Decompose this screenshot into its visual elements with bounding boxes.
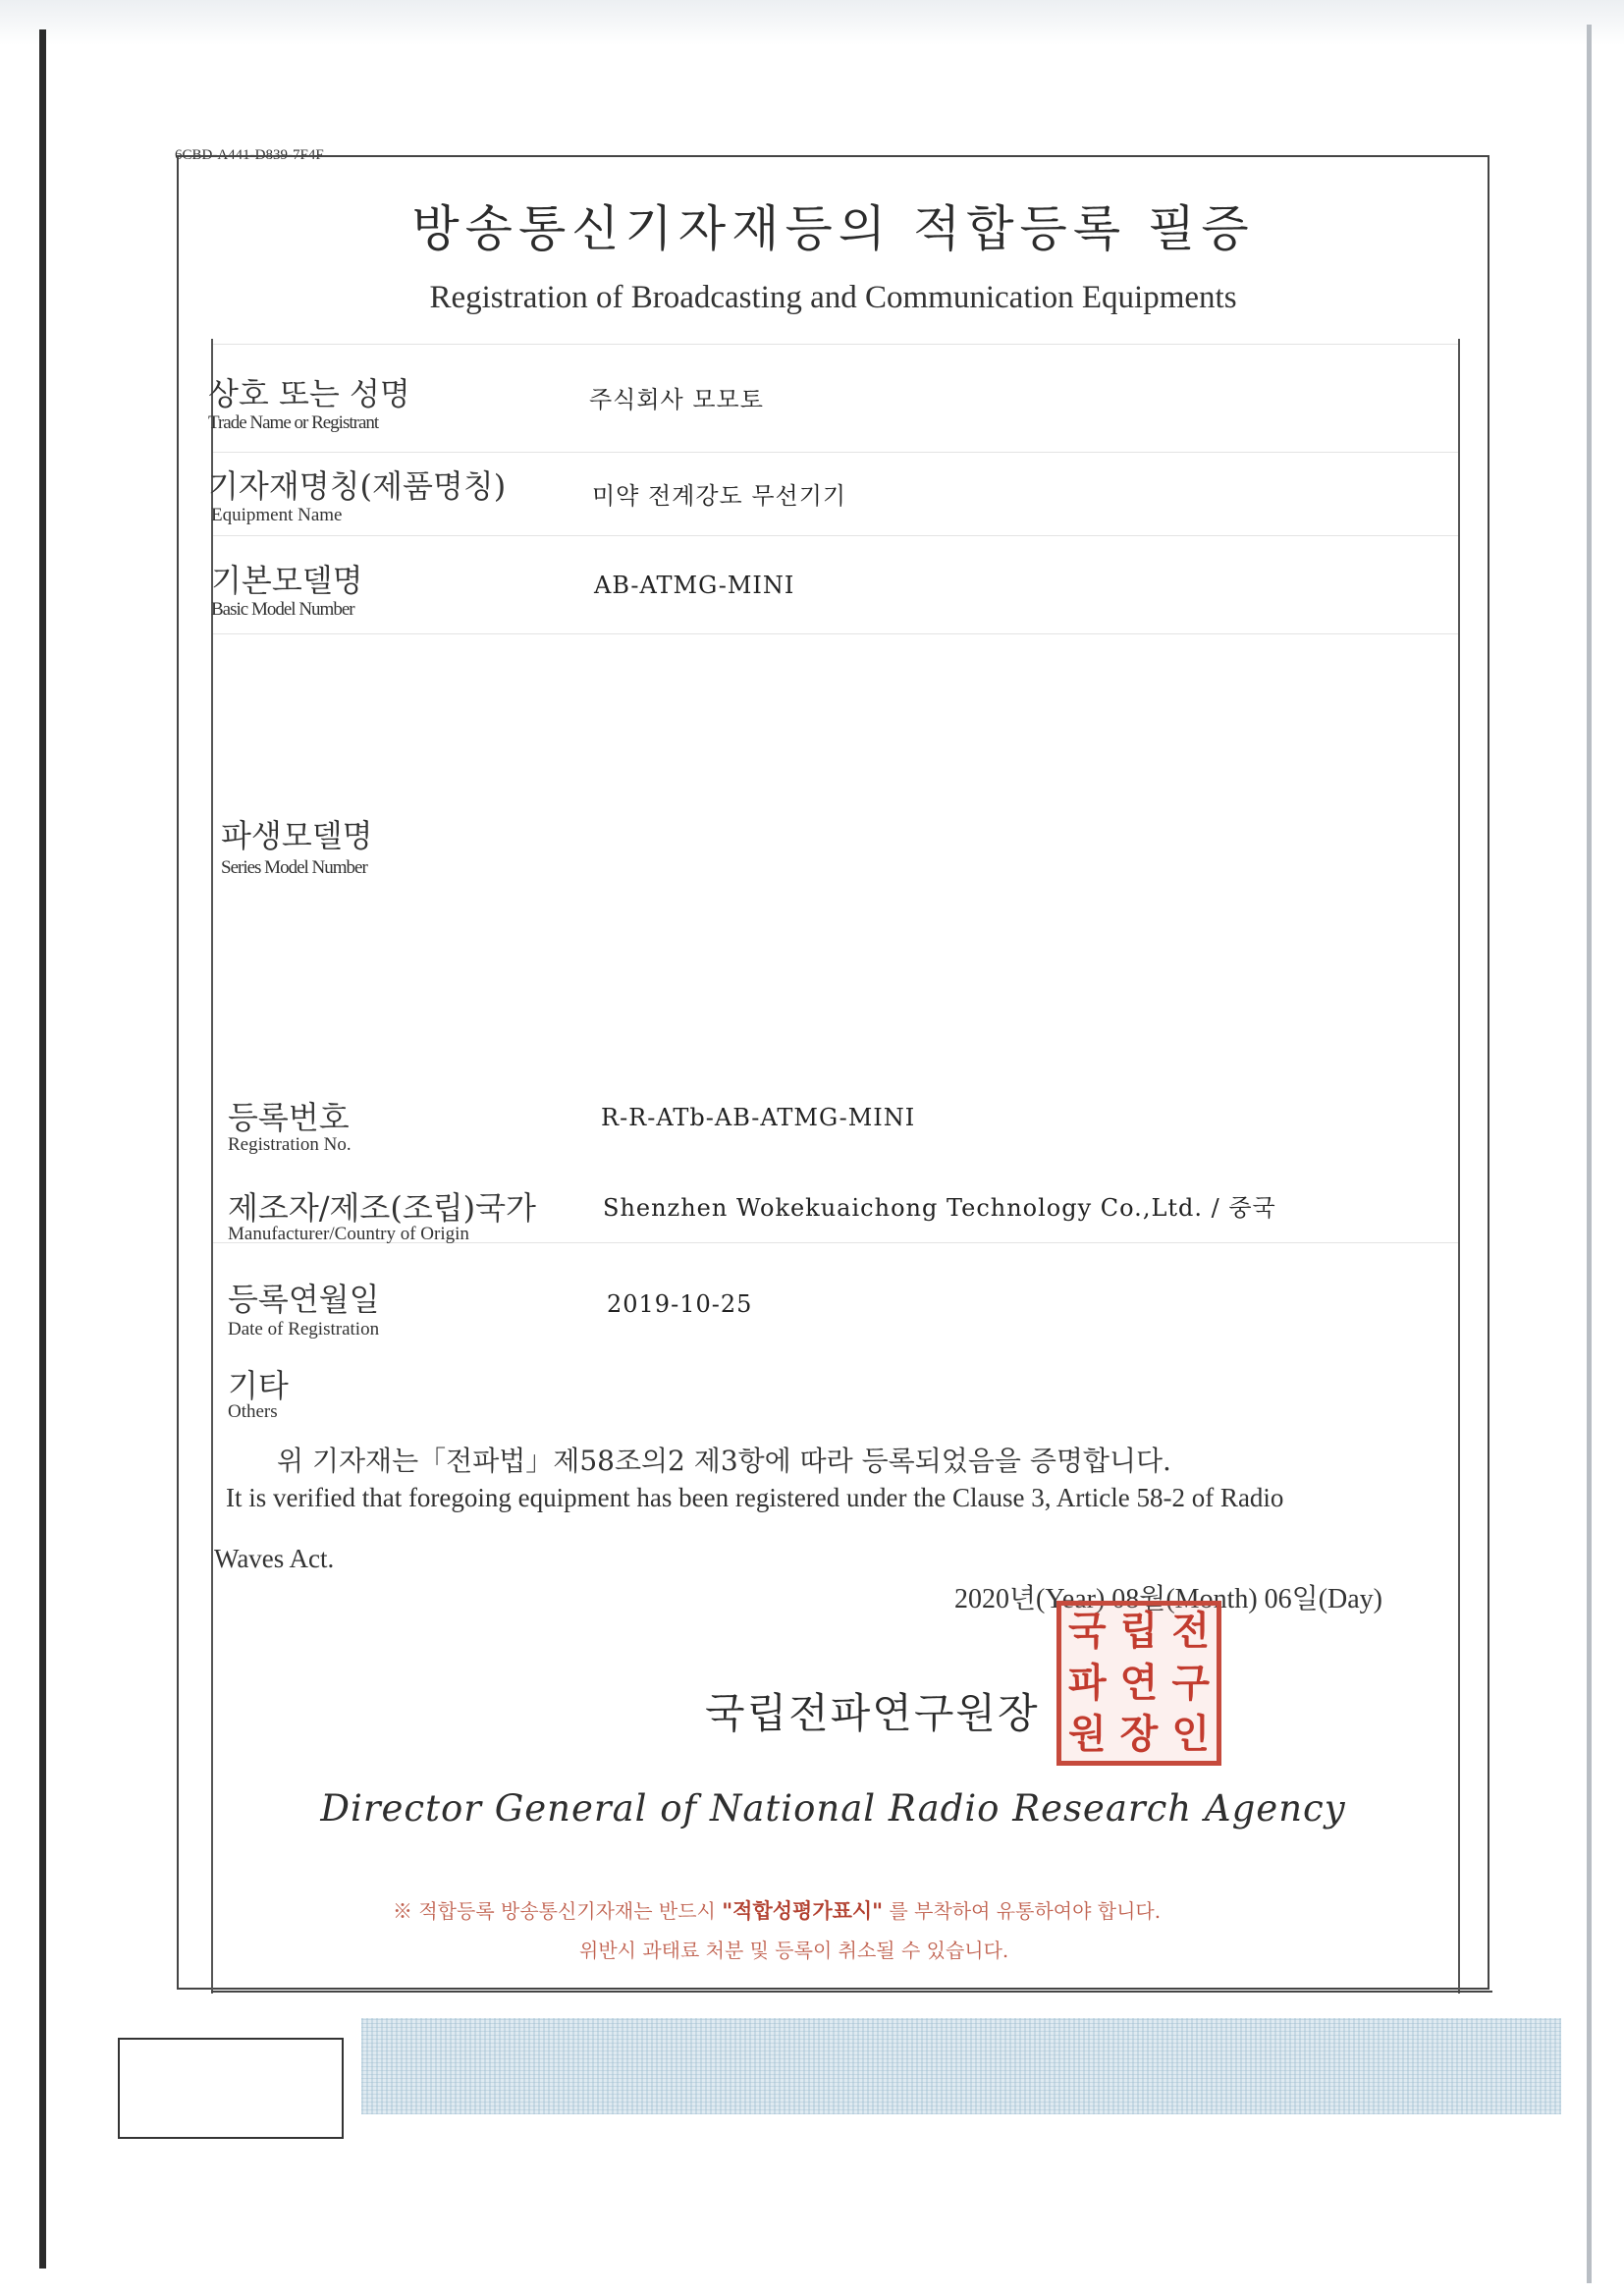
manufacturer-label-ko: 제조자/제조(조립)국가: [228, 1189, 536, 1227]
registration-no-value: R-R-ATb-AB-ATMG-MINI: [601, 1104, 916, 1131]
notice-line2: 위반시 과태료 처분 및 등록이 취소될 수 있습니다.: [579, 1939, 1009, 1962]
scan-right-edge: [1587, 25, 1592, 2283]
title-korean: 방송통신기자재등의 적합등록 필증: [411, 200, 1255, 257]
equipment-name-label-ko: 기자재명칭(제품명칭): [208, 467, 507, 505]
seal-char: 원: [1068, 1712, 1107, 1758]
registration-no-label-ko: 등록번호: [228, 1099, 350, 1136]
separator: [213, 633, 1458, 634]
seal-char: 연: [1119, 1660, 1159, 1706]
certificate-inner-frame: [211, 339, 1460, 1994]
manufacturer-value: Shenzhen Wokekuaichong Technology Co.,Ltd. / 중국: [603, 1194, 1276, 1222]
scan-noise-strip: [361, 2018, 1561, 2114]
notice-prefix: ※ 적합등록 방송통신기자재는 반드시: [393, 1899, 716, 1923]
certificate-frame-bottom: [211, 1991, 1492, 1993]
official-seal: [1056, 1601, 1221, 1766]
separator: [213, 452, 1458, 453]
seal-char: 파: [1068, 1660, 1107, 1706]
seal-char: 전: [1171, 1609, 1210, 1654]
registration-date-value: 2019-10-25: [607, 1290, 753, 1318]
registration-date-label-en: Date of Registration: [228, 1319, 380, 1339]
equipment-name-label-en: Equipment Name: [211, 505, 343, 525]
issue-date: 2020년(Year) 08월(Month) 06일(Day): [954, 1584, 1383, 1614]
registration-date-label-ko: 등록연월일: [228, 1281, 380, 1318]
document-id: 6CBD-A441-D839-7F4F: [175, 147, 324, 163]
basic-model-value: AB-ATMG-MINI: [594, 572, 795, 599]
statement-english-line2: Waves Act.: [214, 1544, 335, 1573]
seal-char: 립: [1119, 1609, 1159, 1654]
notice-suffix: 를 부착하여 유통하여야 합니다.: [889, 1899, 1162, 1923]
equipment-name-value: 미약 전계강도 무선기기: [592, 482, 847, 510]
separator: [213, 535, 1458, 536]
trade-name-label-ko: 상호 또는 성명: [208, 375, 410, 412]
seal-char: 인: [1171, 1712, 1210, 1758]
issuer-korean: 국립전파연구원장: [705, 1689, 1040, 1737]
basic-model-label-ko: 기본모델명: [211, 562, 363, 599]
others-label-ko: 기타: [228, 1367, 289, 1404]
empty-stamp-box: [118, 2038, 344, 2139]
manufacturer-label-en: Manufacturer/Country of Origin: [228, 1224, 469, 1244]
registration-no-label-en: Registration No.: [228, 1134, 352, 1155]
statement-english-line1: It is verified that foregoing equipment has been registered under the Clause 3, Article 58-2 of Radio: [226, 1483, 1284, 1512]
statement-korean: 위 기자재는「전파법」제58조의2 제3항에 따라 등록되었음을 증명합니다.: [277, 1445, 1171, 1477]
scan-top-shade: [0, 0, 1624, 45]
trade-name-label-en: Trade Name or Registrant: [208, 412, 379, 433]
seal-char: 국: [1068, 1609, 1107, 1654]
separator: [213, 344, 1458, 345]
seal-char: 구: [1171, 1660, 1210, 1706]
title-english: Registration of Broadcasting and Communication Equipments: [429, 280, 1237, 315]
series-model-label-ko: 파생모델명: [221, 817, 373, 854]
notice-emphasis: "적합성평가표시": [722, 1898, 884, 1923]
others-label-en: Others: [228, 1401, 278, 1422]
basic-model-label-en: Basic Model Number: [211, 599, 354, 620]
scan-left-edge: [39, 29, 46, 2269]
issuer-english: Director General of National Radio Research Agency: [320, 1787, 1346, 1830]
series-model-label-en: Series Model Number: [221, 857, 367, 878]
seal-char: 장: [1119, 1712, 1159, 1758]
notice-line1: [393, 1895, 1161, 1925]
trade-name-value: 주식회사 모모토: [589, 386, 764, 413]
